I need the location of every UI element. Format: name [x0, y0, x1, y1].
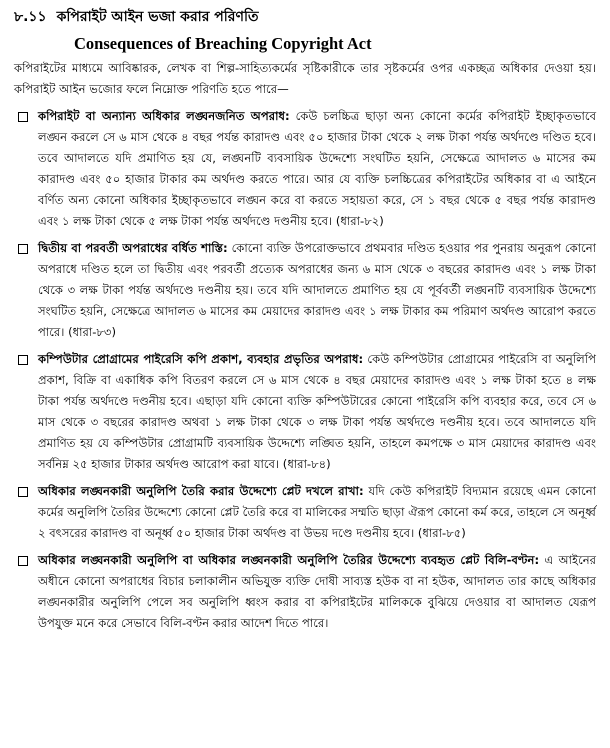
square-bullet-icon [18, 244, 28, 254]
list-item-body: কেউ কম্পিউটার প্রোগ্রামের পাইরেসি বা অনুলিপি প্রকাশ, বিক্রি বা একাধিক কপি বিতরণ করলে সে ৬ মাস থেকে ৪ বছর মেয়াদের কারাদণ্ড এবং ১ লক্ষ টাকা হতে ৪ লক্ষ টাকা পর্যন্ত অর্থদণ্ডে দণ্ডনীয় হবে। এছাড়া যদি কোনো ব্যক্তি কম্পিউটারের কোনো পাইরেসি কপি ব্যবহার করে, তবে সে ৬ মাস থেকে ৩ বছরের কারাদণ্ড অথবা ১ লক্ষ টাকা থেকে ৩ লক্ষ টাকা পর্যন্ত অর্থদণ্ডে দণ্ডনীয় হবে। তবে আদালতে যদি প্রমাণিত হয় যে কম্পিউটার প্রোগ্রামটি ব্যবসায়িক উদ্দেশ্যে লঙ্ঘিত হয়নি, তাহলে কমপক্ষে ৩ মাস মেয়াদের কারাদণ্ড এবং সর্বনিম্ন ২৫ হাজার টাকার অর্থদণ্ড আরোপ করা যাবে। (ধারা-৮৪) [38, 352, 596, 471]
section-title-english: Consequences of Breaching Copyright Act [74, 34, 372, 53]
list-item-heading: অধিকার লঙ্ঘনকারী অনুলিপি তৈরি করার উদ্দেশ্যে প্লেট দখলে রাখা: [38, 484, 364, 498]
list-item-heading: অধিকার লঙ্ঘনকারী অনুলিপি বা অধিকার লঙ্ঘনকারী অনুলিপি তৈরির উদ্দেশ্যে ব্যবহৃত প্লেট বিলি-বণ্টন: [38, 553, 540, 567]
list-item [14, 481, 596, 544]
list-item-heading: কপিরাইট বা অন্যান্য অধিকার লঙ্ঘনজনিত অপরাধ: [38, 109, 290, 123]
square-bullet-icon [18, 355, 28, 365]
list-item-body: কেউ চলচ্চিত্র ছাড়া অন্য কোনো কর্মের কপিরাইট ইচ্ছাকৃতভাবে লঙ্ঘন করলে সে ৬ মাস থেকে ৪ বছর পর্যন্ত কারাদণ্ড এবং ৫০ হাজার টাকা থেকে ২ লক্ষ টাকা পর্যন্ত অর্থদণ্ডে দণ্ডিত হবে। তবে আদালতে যদি প্রমাণিত হয় যে, লঙ্ঘনটি ব্যবসায়িক উদ্দেশ্যে সংঘটিত হয়নি, সেক্ষেত্রে আদালত ৬ মাসের কম কারাদণ্ড এবং ৫০ হাজার টাকার কম অর্থদণ্ড করতে পারে। আর যে ব্যক্তি চলচ্চিত্রের কপিরাইটের অধিকার বা এ আইনে বর্ণিত অন্য কোনো অধিকার ইচ্ছাকৃতভাবে লঙ্ঘন করে বা করতে সহায়তা করে, সে ১ বছর থেকে ৫ বছর পর্যন্ত কারাদণ্ড এবং ১ লক্ষ টাকা থেকে ৫ লক্ষ টাকা পর্যন্ত অর্থদণ্ডে দণ্ডনীয় হবে। (ধারা-৮২) [38, 109, 597, 228]
list-item [14, 106, 596, 232]
list-item-heading: দ্বিতীয় বা পরবর্তী অপরাধের বর্ধিত শাস্তি: [38, 241, 228, 255]
list-item-heading: কম্পিউটার প্রোগ্রামের পাইরেসি কপি প্রকাশ, ব্যবহার প্রভৃতির অপরাধ: [38, 352, 364, 366]
list-item-text [38, 349, 596, 475]
list-item [14, 349, 596, 475]
list-item [14, 550, 596, 634]
square-bullet-icon [18, 556, 28, 566]
list-item-body: কোনো ব্যক্তি উপরোক্তভাবে প্রথমবার দণ্ডিত হওয়ার পর পুনরায় অনুরূপ কোনো অপরাধে দণ্ডিত হলে তা দ্বিতীয় এবং পরবর্তী প্রত্যেক অপরাধের জন্য ৬ মাস থেকে ৩ বছরের কারাদণ্ড এবং ১ লক্ষ টাকা থেকে ৩ লক্ষ টাকা পর্যন্ত অর্থদণ্ডে দণ্ডনীয় হয়। তবে যদি আদালতে প্রমাণিত হয় যে পূর্ববর্তী লঙ্ঘনটি ব্যবসায়িক উদ্দেশ্যে সংঘটিত হয়নি, সেক্ষেত্রে আদালত ৬ মাসের কম মেয়াদের কারাদণ্ড এবং ১ লক্ষ টাকার কম পরিমাণ অর্থদণ্ড আরোপ করতে পারে। (ধারা-৮৩) [38, 241, 596, 339]
list-item-text [38, 106, 596, 232]
list-item-text [38, 238, 596, 343]
list-item-text [38, 550, 596, 634]
consequence-list [14, 106, 596, 634]
square-bullet-icon [18, 487, 28, 497]
list-item-body: এ আইনের অধীনে কোনো অপরাধের বিচার চলাকালীন অভিযুক্ত ব্যক্তি দোষী সাব্যস্ত হউক বা না হউক, আদালত তার কাছে অধিকার লঙ্ঘনকারীর অনুলিপি পেলে সব অনুলিপি ধ্বংস করার বা কপিরাইটের মালিককে বুঝিয়ে দেওয়ার বা আদালত যেরূপ উপযুক্ত মনে করে সেভাবে বিলি-বণ্টন করার আদেশ দিতে পারে। [38, 553, 597, 630]
list-item-text [38, 481, 596, 544]
section-heading [14, 6, 596, 28]
list-item-body: যদি কেউ কপিরাইট বিদ্যমান রয়েছে এমন কোনো কর্মের অনুলিপি তৈরির উদ্দেশ্যে কোনো প্লেট তৈরি করে বা মালিকের সম্মতি ছাড়া ঐরূপ কোনো কর্ম করে, তাহলে সে অনূর্ধ্ব ২ বৎসরের কারাদণ্ড বা অনূর্ধ্ব ৫০ হাজার টাকা অর্থদণ্ড বা উভয় দণ্ডে দণ্ডনীয় হবে। (ধারা-৮৫) [38, 484, 596, 540]
section-title-bengali: কপিরাইট আইন ভজা করার পরিণতি [56, 9, 259, 25]
list-item [14, 238, 596, 343]
section-number: ৮.১১ [14, 9, 47, 25]
square-bullet-icon [18, 112, 28, 122]
intro-paragraph: কপিরাইটের মাধ্যমে আবিষ্কারক, লেখক বা শিল্প-সাহিত্যকর্মের সৃষ্টিকারীকে তার সৃষ্টকর্মের ওপর একচ্ছত্র অধিকার দেওয়া হয়। কপিরাইট আইন ভজোর ফলে নিম্নোক্ত পরিণতি হতে পারে— [14, 61, 596, 96]
